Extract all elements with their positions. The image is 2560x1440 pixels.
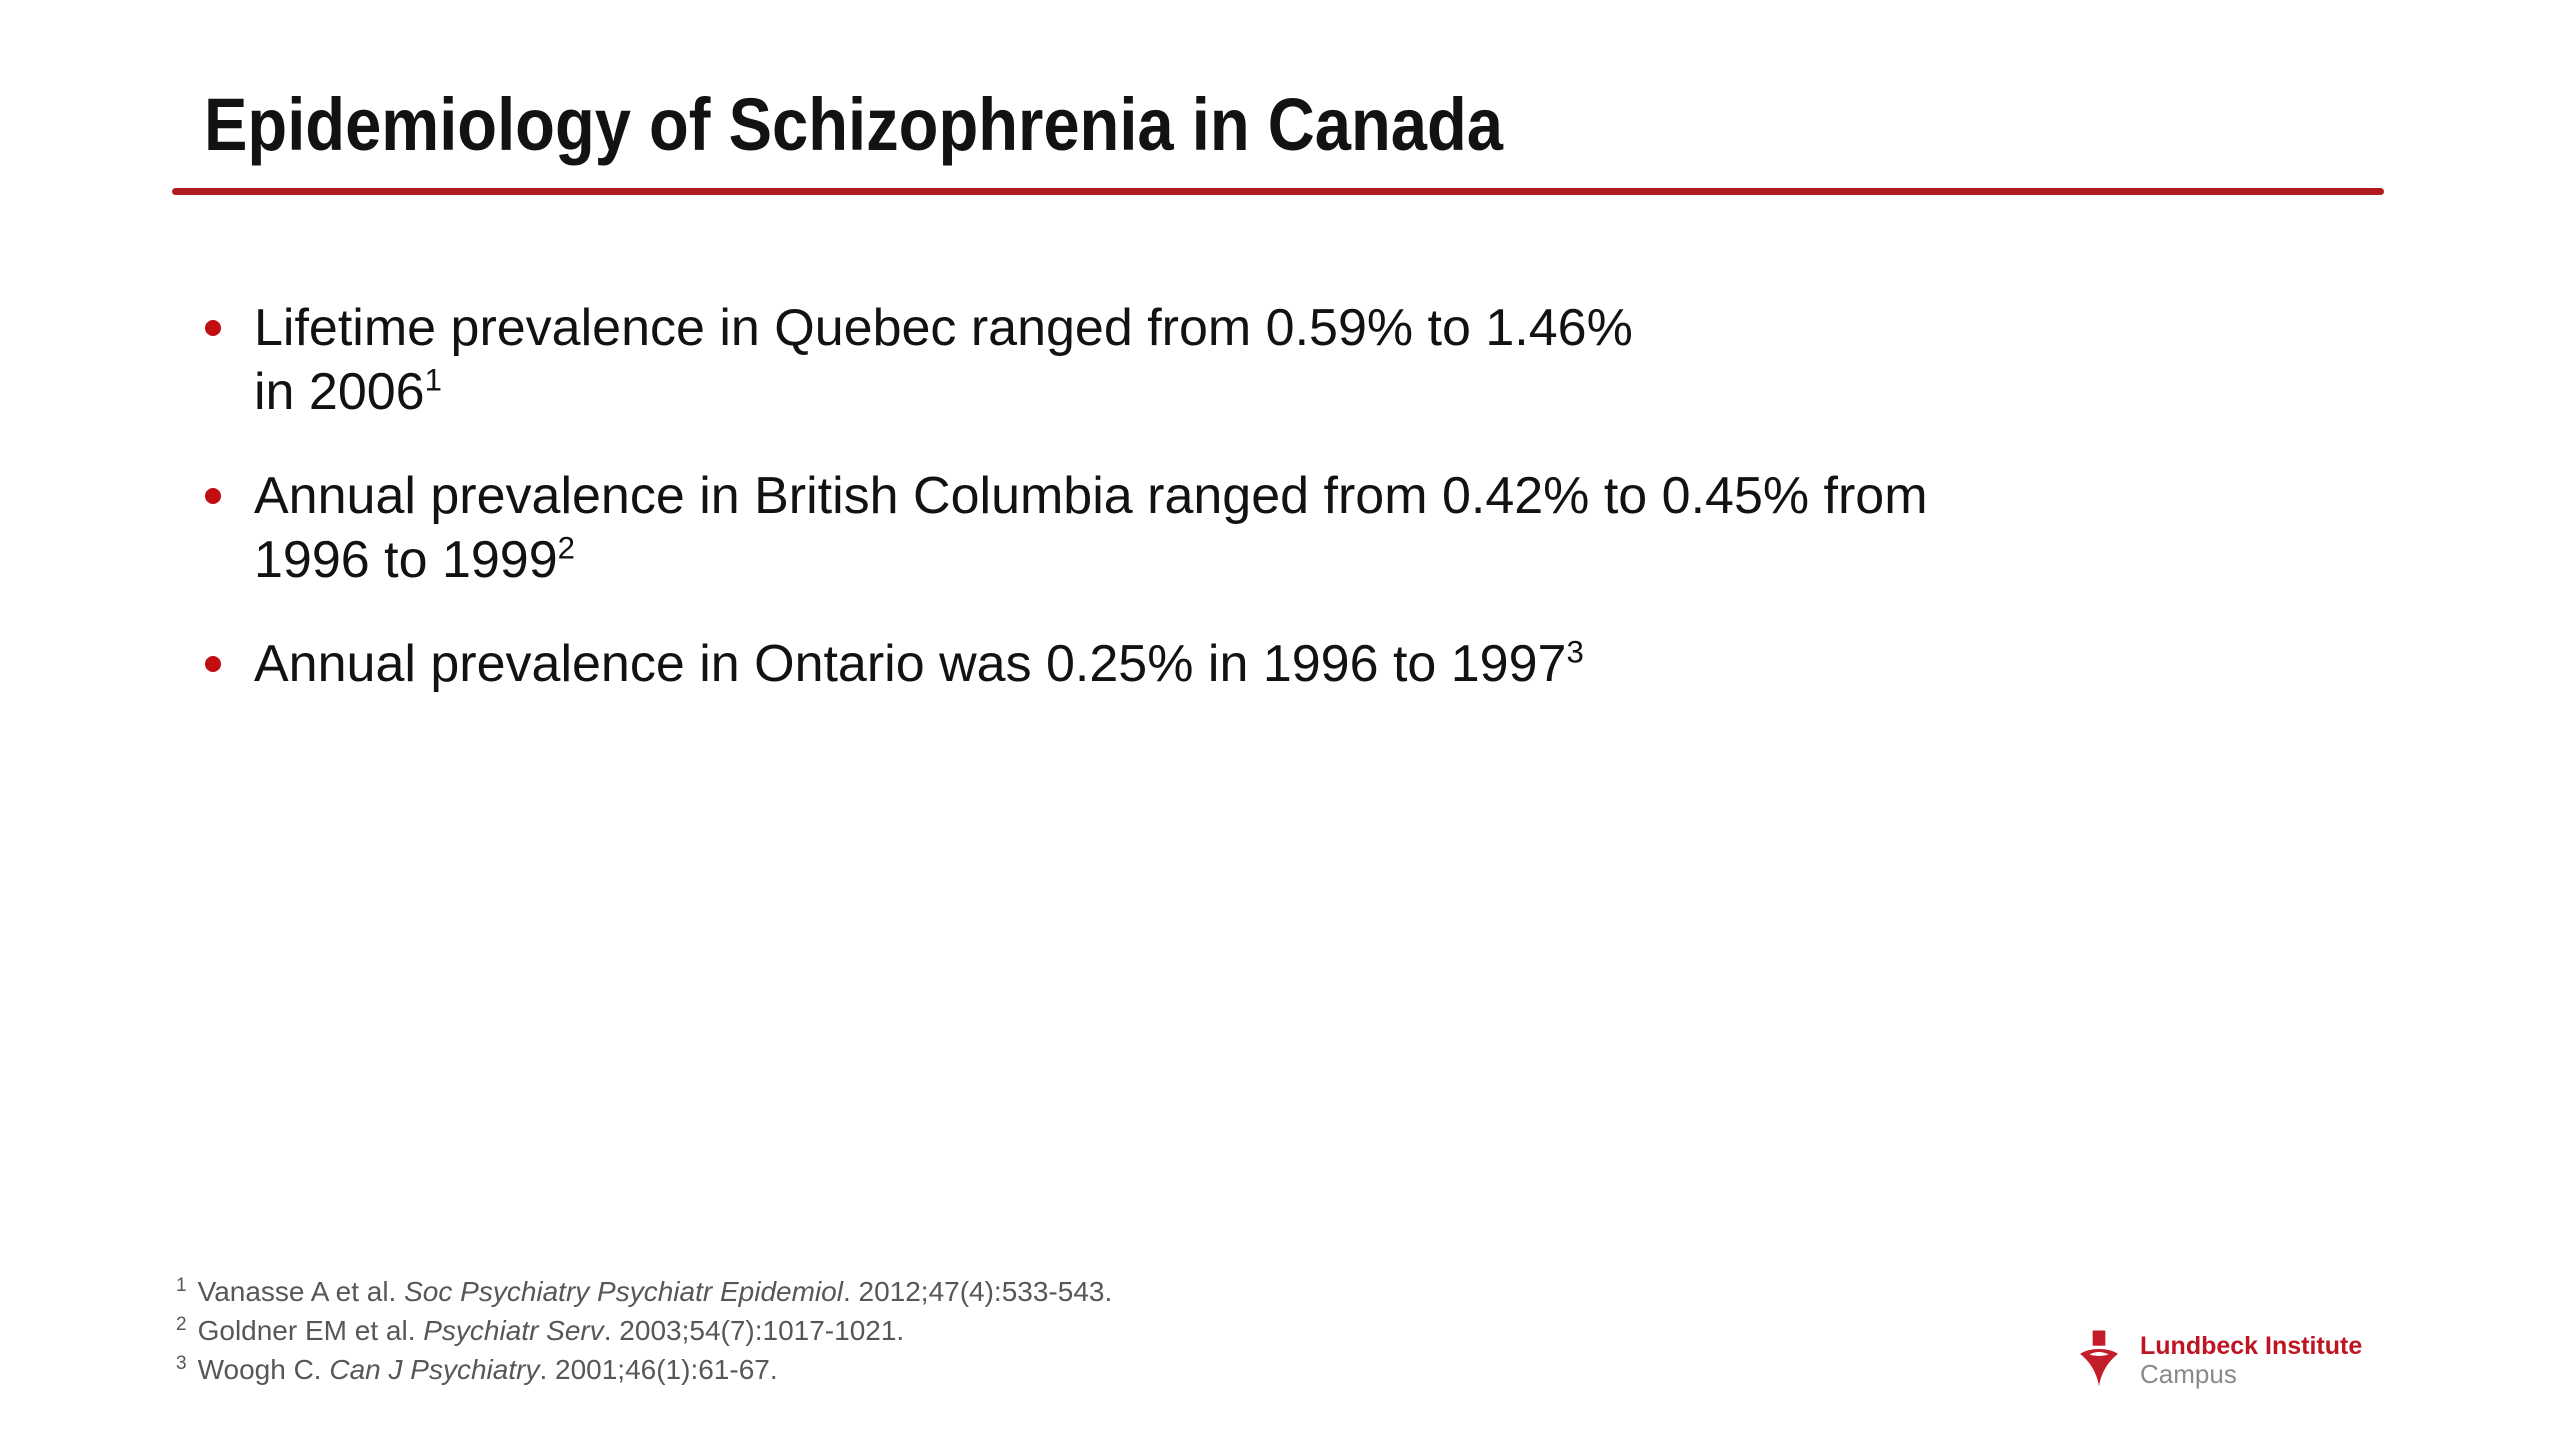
footnote-marker: 1 xyxy=(176,1274,187,1296)
bullet-dot-icon xyxy=(205,488,221,504)
lundbeck-funnel-icon xyxy=(2080,1330,2118,1388)
footnote-marker: 3 xyxy=(176,1352,187,1374)
footnote-2 xyxy=(176,1311,1112,1350)
bullet-text-line2: in 2006 xyxy=(254,363,425,421)
footnote-citation-tail: . 2012;47(4):533-543. xyxy=(842,1276,1113,1307)
footnote-journal: Can J Psychiatry xyxy=(329,1354,540,1385)
logo-text xyxy=(2140,1330,2362,1389)
bullet-list xyxy=(204,296,2410,736)
lundbeck-institute-campus-logo xyxy=(2080,1330,2362,1389)
footnote-citation: Vanasse A et al. xyxy=(197,1276,405,1307)
logo-title: Lundbeck Institute xyxy=(2140,1332,2363,1360)
footnote-3 xyxy=(176,1350,1112,1389)
footnote-journal: Soc Psychiatry Psychiatr Epidemiol xyxy=(404,1276,843,1307)
footnote-journal: Psychiatr Serv xyxy=(423,1315,604,1346)
reference-superscript: 2 xyxy=(557,530,575,566)
bullet-item-quebec xyxy=(204,296,2410,424)
bullet-item-ontario xyxy=(204,632,2410,696)
title-underline-rule xyxy=(172,188,2384,195)
reference-superscript: 1 xyxy=(424,362,442,398)
footnote-citation: Goldner EM et al. xyxy=(197,1315,424,1346)
bullet-text-line1: Lifetime prevalence in Quebec ranged from 0.59% to 1.46% xyxy=(254,299,1633,357)
footnote-marker: 2 xyxy=(176,1313,187,1335)
footnote-list xyxy=(176,1272,1112,1389)
bullet-item-british-columbia xyxy=(204,464,2410,592)
reference-superscript: 3 xyxy=(1566,634,1584,670)
footnote-citation: Woogh C. xyxy=(197,1354,330,1385)
bullet-dot-icon xyxy=(205,656,221,672)
footnote-citation-tail: . 2001;46(1):61-67. xyxy=(539,1354,778,1385)
bullet-text-line2: 1996 to 1999 xyxy=(254,531,558,589)
logo-subtitle: Campus xyxy=(2140,1359,2237,1389)
footnote-citation-tail: . 2003;54(7):1017-1021. xyxy=(603,1315,905,1346)
bullet-dot-icon xyxy=(205,320,221,336)
page-title: Epidemiology of Schizophrenia in Canada xyxy=(204,83,1503,166)
footnote-1 xyxy=(176,1272,1112,1311)
bullet-text-line1: Annual prevalence in British Columbia ranged from 0.42% to 0.45% from xyxy=(254,467,1928,525)
bullet-text-line1: Annual prevalence in Ontario was 0.25% in 1996 to 1997 xyxy=(254,635,1567,693)
